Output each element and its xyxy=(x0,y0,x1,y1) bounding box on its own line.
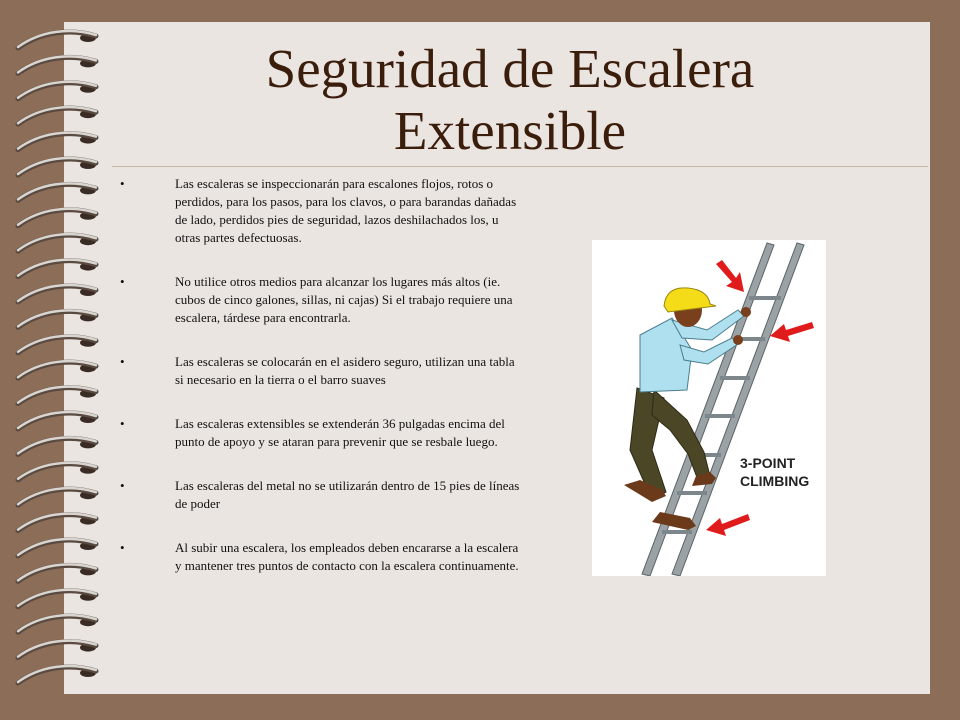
spiral-coil xyxy=(18,285,96,302)
title-divider xyxy=(112,166,928,167)
title-line-1: Seguridad de Escalera xyxy=(265,38,755,99)
spiral-binding xyxy=(0,0,120,720)
contact-point-arrows xyxy=(706,260,814,536)
spiral-coil xyxy=(18,641,96,658)
spiral-coil xyxy=(18,463,96,480)
ladder-climber-image xyxy=(592,240,826,576)
spiral-coil xyxy=(18,615,96,632)
spiral-coil xyxy=(18,31,96,48)
spiral-coil xyxy=(18,387,96,404)
spiral-coil xyxy=(18,564,96,581)
bullet-item: • Las escaleras se inspeccionarán para escalones flojos, rotos o perdidos, para los pasos, para los clavos, o para barandas dañadas de lado, perdidos pies de seguridad, lazos deshilachados los, u otras partes defectuosas. xyxy=(120,175,520,247)
bullet-item: • Las escaleras del metal no se utilizarán dentro de 15 pies de líneas de poder xyxy=(120,477,520,513)
spiral-coil xyxy=(18,133,96,150)
spiral-coil xyxy=(18,82,96,99)
title-line-2: Extensible xyxy=(393,100,627,161)
spiral-coil xyxy=(18,56,96,73)
spiral-coil xyxy=(18,361,96,378)
hard-hat-icon xyxy=(664,288,716,312)
bullet-item: • Las escaleras extensibles se extenderán 36 pulgadas encima del punto de apoyo y se ataran para prevenir que se resbale luego. xyxy=(120,415,520,451)
ladder-climbing-illustration xyxy=(592,240,826,576)
spiral-coil xyxy=(18,260,96,277)
spiral-coil xyxy=(18,183,96,200)
caption-line-2: CLIMBING xyxy=(740,473,810,489)
spiral-coil xyxy=(18,209,96,226)
slide-title xyxy=(140,38,880,162)
spiral-coil xyxy=(18,310,96,327)
bullet-list xyxy=(120,175,520,575)
bullet-item: • No utilice otros medios para alcanzar los lugares más altos (ie. cubos de cinco galones, sillas, ni cajas) Si el trabajo requiere una escalera, tárdese para encontrarla. xyxy=(120,273,520,327)
spiral-coil xyxy=(18,234,96,251)
spiral-coil xyxy=(18,437,96,454)
spiral-coil xyxy=(18,590,96,607)
spiral-coil xyxy=(18,488,96,505)
illustration-caption xyxy=(740,454,809,490)
spiral-coil xyxy=(18,514,96,531)
spiral-coil xyxy=(18,107,96,124)
spiral-coil xyxy=(18,412,96,429)
bullet-item: • Las escaleras se colocarán en el asidero seguro, utilizan una tabla si necesario en la tierra o el barro suaves xyxy=(120,353,520,389)
bullet-item: • Al subir una escalera, los empleados deben encararse a la escalera y mantener tres puntos de contacto con la escalera continuamente. xyxy=(120,539,520,575)
spiral-coil xyxy=(18,158,96,175)
caption-line-1: 3-POINT xyxy=(740,455,796,471)
spiral-coil xyxy=(18,666,96,683)
spiral-coil xyxy=(18,336,96,353)
spiral-coil xyxy=(18,539,96,556)
